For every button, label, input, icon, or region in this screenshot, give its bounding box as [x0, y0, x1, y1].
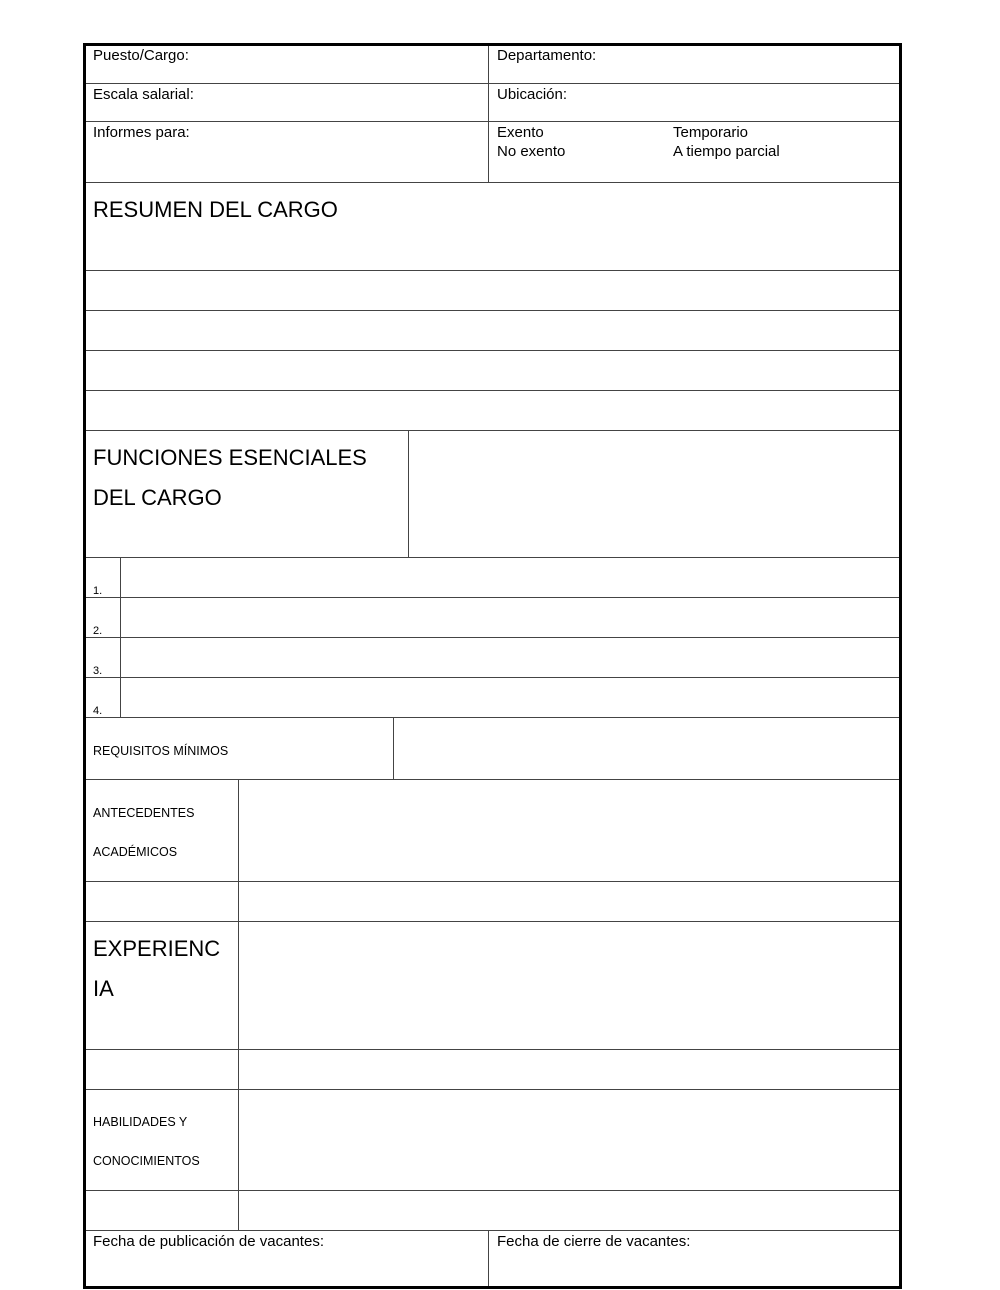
divider	[408, 431, 409, 558]
reports-to-label: Informes para:	[93, 124, 190, 141]
form-border	[83, 43, 902, 1289]
divider	[86, 430, 899, 431]
position-label: Puesto/Cargo:	[93, 47, 189, 64]
closing-date-label: Fecha de cierre de vacantes:	[497, 1233, 691, 1250]
posting-date-label: Fecha de publicación de vacantes:	[93, 1233, 324, 1250]
skills-heading-line1: HABILIDADES Y	[93, 1115, 188, 1129]
divider	[86, 1089, 899, 1090]
function-number: 1.	[93, 585, 103, 597]
divider	[86, 350, 899, 351]
function-number: 4.	[93, 705, 103, 717]
divider	[86, 557, 899, 558]
academic-heading-line1: ANTECEDENTES	[93, 806, 195, 820]
functions-heading-line2: DEL CARGO	[93, 485, 222, 510]
exempt-option: Exento	[497, 124, 544, 141]
department-label: Departamento:	[497, 47, 597, 64]
non-exempt-option: No exento	[497, 143, 566, 160]
salary-label: Escala salarial:	[93, 86, 194, 103]
function-number: 3.	[93, 665, 103, 677]
divider	[488, 1231, 489, 1286]
requirements-heading: REQUISITOS MÍNIMOS	[93, 744, 229, 758]
summary-heading: RESUMEN DEL CARGO	[93, 197, 338, 222]
divider	[86, 677, 899, 678]
divider	[120, 558, 121, 718]
divider	[86, 310, 899, 311]
divider	[86, 717, 899, 718]
divider	[86, 83, 899, 84]
divider	[86, 1230, 899, 1231]
divider	[86, 121, 899, 122]
divider	[393, 718, 394, 780]
divider	[86, 637, 899, 638]
functions-heading-line1: FUNCIONES ESENCIALES	[93, 445, 367, 470]
divider	[86, 921, 899, 922]
academic-heading-line2: ACADÉMICOS	[93, 845, 178, 859]
divider	[238, 780, 239, 1231]
experience-heading-line2: IA	[93, 976, 114, 1001]
skills-heading-line2: CONOCIMIENTOS	[93, 1154, 200, 1168]
experience-heading-line1: EXPERIENC	[93, 936, 221, 961]
divider	[86, 390, 899, 391]
temporary-option: Temporario	[673, 124, 749, 141]
divider	[488, 46, 489, 183]
divider	[86, 182, 899, 183]
divider	[86, 270, 899, 271]
location-label: Ubicación:	[497, 86, 568, 103]
part-time-option: A tiempo parcial	[673, 143, 780, 160]
divider	[86, 597, 899, 598]
divider	[86, 779, 899, 780]
divider	[86, 1049, 899, 1050]
divider	[86, 881, 899, 882]
function-number: 2.	[93, 625, 103, 637]
divider	[86, 1190, 899, 1191]
